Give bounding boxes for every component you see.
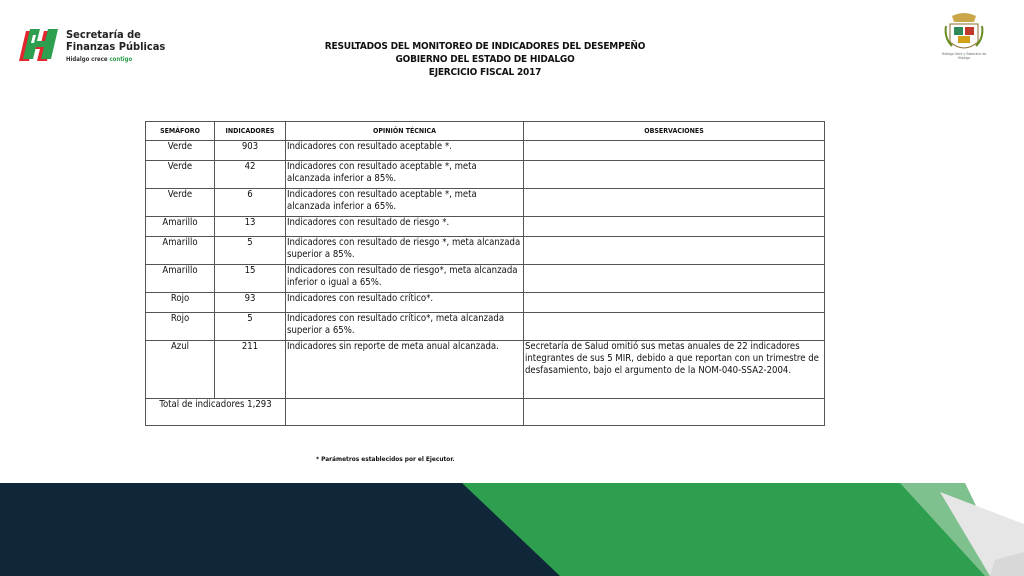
table-row	[146, 189, 825, 217]
table-row	[146, 141, 825, 161]
cell-observaciones	[524, 265, 825, 293]
cell-indicadores: 42	[215, 161, 286, 189]
cell-semaforo: Verde	[146, 189, 215, 217]
table-row	[146, 265, 825, 293]
cell-indicadores: 211	[215, 341, 286, 399]
header-observaciones: OBSERVACIONES	[524, 122, 825, 141]
cell-opinion: Indicadores con resultado crítico*.	[286, 293, 524, 313]
footnote: * Parámetros establecidos por el Ejecutor.	[316, 455, 455, 463]
cell-indicadores: 5	[215, 237, 286, 265]
cell-semaforo: Rojo	[146, 313, 215, 341]
cell-observaciones	[524, 293, 825, 313]
table-row	[146, 293, 825, 313]
cell-indicadores: 903	[215, 141, 286, 161]
finanzas-logo	[16, 27, 176, 67]
crest-caption: Hidalgo Libre y Soberano de Hidalgo	[941, 52, 987, 60]
cell-total-observaciones	[524, 399, 825, 426]
cell-semaforo: Verde	[146, 141, 215, 161]
table-row	[146, 313, 825, 341]
report-title: RESULTADOS DEL MONITOREO DE INDICADORES DEL DESEMPEÑO	[324, 41, 646, 52]
cell-opinion: Indicadores con resultado de riesgo*, meta alcanzada inferior o igual a 65%.	[286, 265, 524, 293]
cell-indicadores: 6	[215, 189, 286, 217]
cell-total: Total de indicadores 1,293	[146, 399, 286, 426]
cell-opinion: Indicadores con resultado aceptable *, meta alcanzada inferior a 65%.	[286, 189, 524, 217]
cell-semaforo: Verde	[146, 161, 215, 189]
report-titles	[300, 40, 670, 79]
table-row	[146, 217, 825, 237]
table-total-row	[146, 399, 825, 426]
cell-opinion: Indicadores con resultado aceptable *, meta alcanzada inferior a 85%.	[286, 161, 524, 189]
hidalgo-h-logo-icon	[16, 27, 60, 65]
table-row	[146, 341, 825, 399]
cell-observaciones	[524, 217, 825, 237]
cell-indicadores: 93	[215, 293, 286, 313]
cell-opinion: Indicadores sin reporte de meta anual alcanzada.	[286, 341, 524, 399]
table-row	[146, 237, 825, 265]
header-opinion: OPINIÓN TÉCNICA	[286, 122, 524, 141]
cell-observaciones: Secretaría de Salud omitió sus metas anuales de 22 indicadores integrantes de sus 5 MIR, debido a que reportan con un trimestre de desfasamiento, bajo el argumento de la NOM-040-SSA2-2004.	[524, 341, 825, 399]
cell-opinion: Indicadores con resultado crítico*, meta alcanzada superior a 65%.	[286, 313, 524, 341]
cell-opinion: Indicadores con resultado de riesgo *.	[286, 217, 524, 237]
cell-semaforo: Amarillo	[146, 265, 215, 293]
logo-line-1: Secretaría de	[66, 28, 141, 41]
indicators-table	[145, 121, 825, 426]
report-fiscal-year: EJERCICIO FISCAL 2017	[428, 67, 542, 78]
cell-opinion: Indicadores con resultado de riesgo *, meta alcanzada superior a 85%.	[286, 237, 524, 265]
cell-observaciones	[524, 189, 825, 217]
table-row	[146, 161, 825, 189]
cell-semaforo: Amarillo	[146, 217, 215, 237]
cell-total-opinion	[286, 399, 524, 426]
cell-observaciones	[524, 161, 825, 189]
cell-indicadores: 5	[215, 313, 286, 341]
cell-semaforo: Amarillo	[146, 237, 215, 265]
logo-tagline: Hidalgo crece contigo	[66, 56, 133, 63]
cell-semaforo: Rojo	[146, 293, 215, 313]
header-indicadores: INDICADORES	[215, 122, 286, 141]
cell-observaciones	[524, 141, 825, 161]
cell-indicadores: 13	[215, 217, 286, 237]
header-semaforo: SEMÁFORO	[146, 122, 215, 141]
cell-observaciones	[524, 237, 825, 265]
cell-observaciones	[524, 313, 825, 341]
cell-opinion: Indicadores con resultado aceptable *.	[286, 141, 524, 161]
table-header-row	[146, 122, 825, 141]
cell-indicadores: 15	[215, 265, 286, 293]
cell-semaforo: Azul	[146, 341, 215, 399]
report-subtitle: GOBIERNO DEL ESTADO DE HIDALGO	[395, 54, 575, 65]
logo-line-2: Finanzas Públicas	[66, 40, 166, 53]
